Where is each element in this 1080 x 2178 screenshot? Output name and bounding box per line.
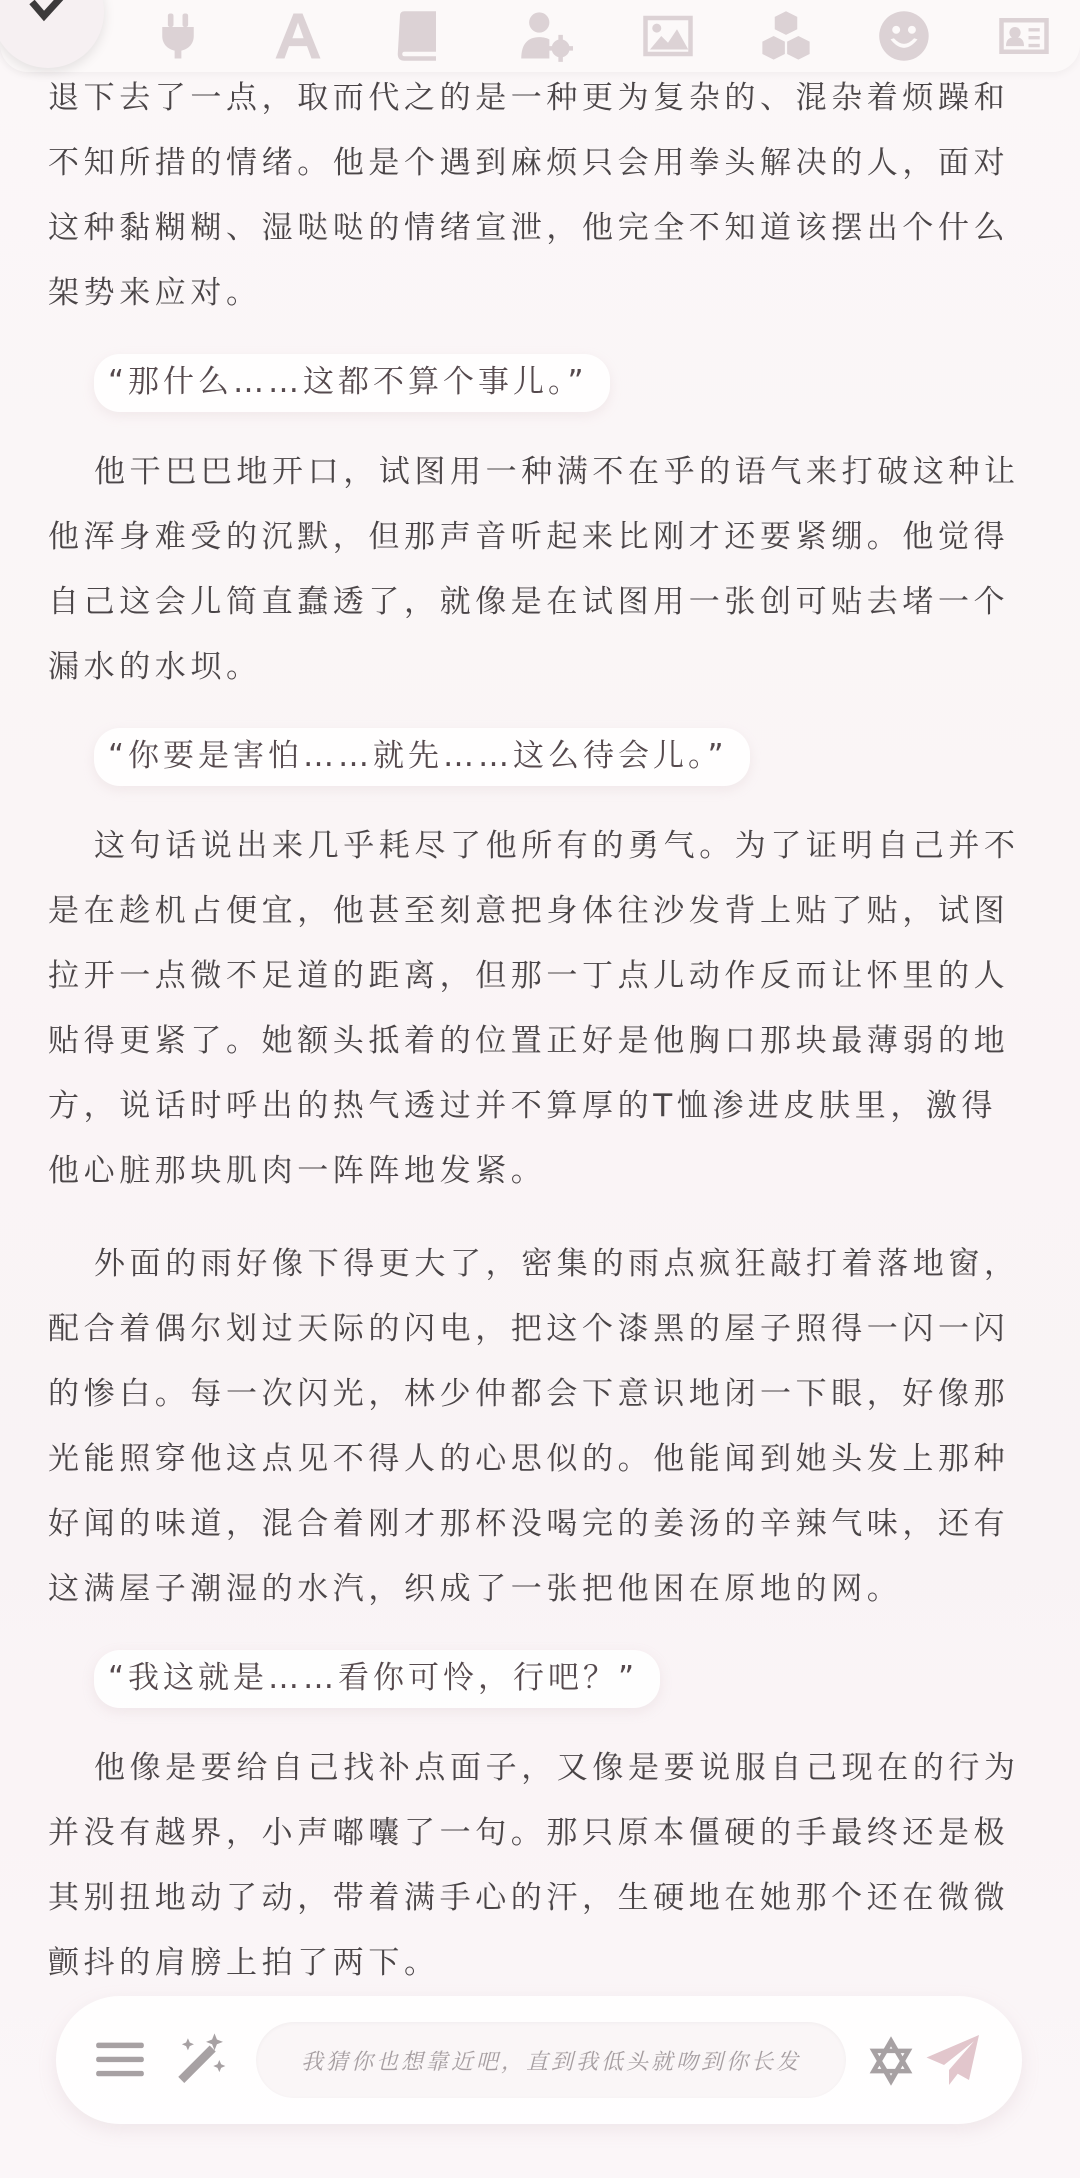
chat-message-content xyxy=(48,66,1028,1996)
id-card-icon xyxy=(997,9,1051,63)
chat-input-field[interactable] xyxy=(256,2022,846,2098)
magic-wand-button[interactable] xyxy=(170,2030,230,2090)
dialogue-bubble: “你要是害怕……就先……这么待会儿。” xyxy=(94,728,750,786)
plug-icon xyxy=(151,9,205,63)
smile-icon xyxy=(877,9,931,63)
star-of-david-icon xyxy=(864,2034,918,2088)
character-management-button[interactable] xyxy=(992,6,1056,66)
quick-reply-settings-button[interactable] xyxy=(862,2032,920,2090)
narration-paragraph: 他像是要给自己找补点面子，又像是要说服自己现在的行为并没有越界，小声嘟囔了一句。那只原本僵硬的手最终还是极其别扭地动了动，带着满手心的汗，生硬地在她那个还在微微颤抖的肩膀上拍了两下。 xyxy=(48,1750,1020,1981)
extensions-button[interactable] xyxy=(146,6,210,66)
send-button[interactable] xyxy=(922,2028,986,2092)
dialogue-line xyxy=(48,728,1028,786)
narration-paragraph: 他干巴巴地开口，试图用一种满不在乎的语气来打破这种让他浑身难受的沉默，但那声音听起来比刚才还要紧绷。他觉得自己这会儿简直蠢透了，就像是在试图用一张创可贴去堵一个漏水的水坝。 xyxy=(48,454,1020,685)
narration-paragraph: 外面的雨好像下得更大了，密集的雨点疯狂敲打着落地窗，配合着偶尔划过天际的闪电，把这个漆黑的屋子照得一闪一闪的惨白。每一次闪光，林少仲都会下意识地闭一下眼，好像那光能照穿他这点见不得人的心思似的。他能闻到她头发上那种好闻的味道，混合着刚才那杯没喝完的姜汤的辛辣气味，还有这满屋子潮湿的水汽，织成了一张把他困在原地的网。 xyxy=(48,1246,1020,1607)
send-icon xyxy=(924,2030,984,2090)
dialogue-bubble: “我这就是……看你可怜，行吧？” xyxy=(94,1650,660,1708)
hamburger-icon xyxy=(94,2034,146,2086)
check-icon xyxy=(28,0,68,26)
top-toolbar xyxy=(0,0,1080,72)
bottom-input-bar xyxy=(56,1996,1022,2124)
image-icon xyxy=(641,9,695,63)
expressions-button[interactable] xyxy=(872,6,936,66)
font-settings-button[interactable] xyxy=(266,6,330,66)
book-icon xyxy=(391,9,445,63)
narration-paragraph: 退下去了一点，取而代之的是一种更为复杂的、混杂着烦躁和不知所措的情绪。他是个遇到麻烦只会用拳头解决的人，面对这种黏糊糊、湿哒哒的情绪宣泄，他完全不知道该摆出个什么架势来应对。 xyxy=(48,80,1010,311)
magic-wand-icon xyxy=(171,2031,229,2089)
options-menu-button[interactable] xyxy=(92,2032,148,2088)
font-icon xyxy=(271,9,325,63)
dialogue-bubble: “那什么……这都不算个事儿。” xyxy=(94,354,610,412)
world-info-button[interactable] xyxy=(386,6,450,66)
background-button[interactable] xyxy=(636,6,700,66)
chat-input-placeholder: 我猜你也想靠近吧，直到我低头就吻到你长发 xyxy=(300,2049,801,2075)
dialogue-line xyxy=(48,1650,1028,1708)
extensions-panel-button[interactable] xyxy=(754,6,818,66)
dialogue-line xyxy=(48,354,1028,412)
cubes-icon xyxy=(759,9,813,63)
user-settings-icon xyxy=(519,9,573,63)
narration-paragraph: 这句话说出来几乎耗尽了他所有的勇气。为了证明自己并不是在趁机占便宜，他甚至刻意把身体往沙发背上贴了贴，试图拉开一点微不足道的距离，但那一丁点儿动作反而让怀里的人贴得更紧了。她额头抵着的位置正好是他胸口那块最薄弱的地方，说话时呼出的热气透过并不算厚的T恤渗进皮肤里，激得他心脏那块肌肉一阵阵地发紧。 xyxy=(48,828,1020,1189)
persona-settings-button[interactable] xyxy=(514,6,578,66)
